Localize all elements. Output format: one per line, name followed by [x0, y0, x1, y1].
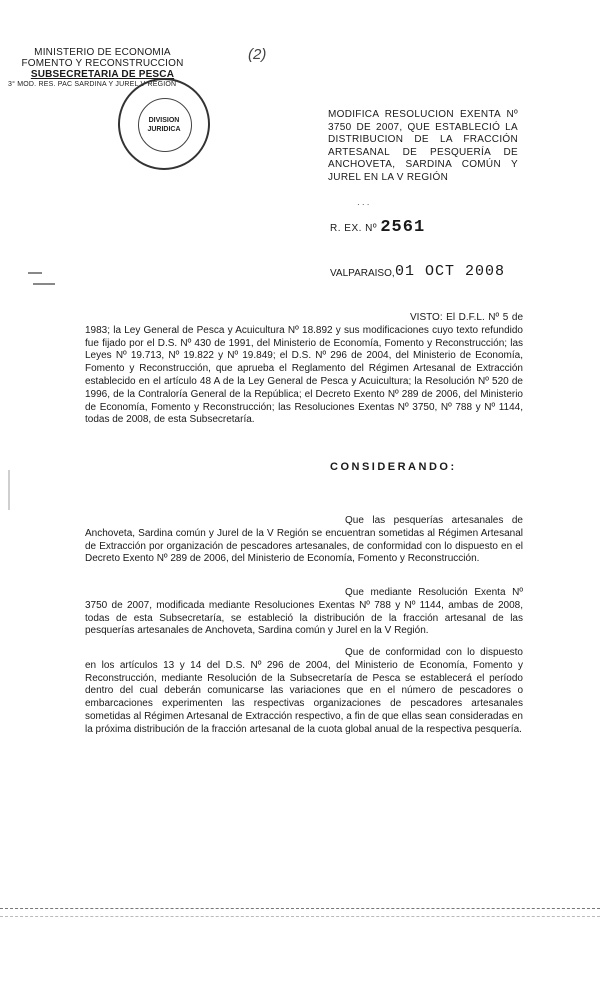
considerando-paragraph-3: Que de conformidad con lo dispuesto en los artículos 13 y 14 del D.S. Nº 296 de 2004, del Ministerio de Economía, Fomento y Reconstrucción, mediante Resolución de la Subsecretaría de Pesca se establecerá el período dentro del cual deberán comunicarse las variaciones que en el número de pescadores o embarcaciones experimenten las respectivas organizaciones de pescadores artesanales sometidas al Régimen Artesanal de Extracción respectivo, a fin de que ellas sean consideradas en la próxima distribución de la fracción artesanal de la cuota global anual de la respectiva pesquería. [85, 647, 523, 735]
stamp-line-2: JURIDICA [147, 126, 181, 133]
scan-artifact [8, 470, 10, 510]
considerando-paragraph-1: Que las pesquerías artesanales de Anchoveta, Sardina común y Jurel de la V Región se encuentran sometidas al Régimen Artesanal de Extracción por organización de pescadores artesanales, de conformidad con lo dispuesto en el Decreto Exento Nº 289 de 2006, del Ministerio de Economía, Fomento y Reconstrucción. [85, 515, 523, 565]
subsecretaria-name: SUBSECRETARIA DE PESCA [30, 69, 175, 80]
scan-artifact [28, 272, 42, 274]
stamp-text [120, 116, 208, 134]
date-stamp: 01 OCT 2008 [395, 263, 506, 280]
resolution-number-line [330, 218, 425, 237]
considerando-paragraph-2: Que mediante Resolución Exenta Nº 3750 de 2007, modificada mediante Resoluciones Exentas Nº 788 y Nº 1144, ambas de 2008, todas de esta Subsecretaría, se estableció la distribución de la fracción artesanal de las pesquerías artesanales de Anchoveta, Sardina común y Jurel en la V Región. [85, 587, 523, 637]
considerando-heading: CONSIDERANDO: [330, 461, 457, 473]
date-place: VALPARAISO, [330, 268, 395, 279]
division-juridica-stamp [118, 78, 210, 170]
ministry-name: MINISTERIO DE ECONOMIA [34, 47, 171, 58]
ministry-subtitle: FOMENTO Y RECONSTRUCCION [21, 58, 184, 69]
stamp-line-1: DIVISION [148, 117, 180, 124]
resolution-number: 2561 [380, 218, 426, 237]
resolution-title: MODIFICA RESOLUCION EXENTA Nº 3750 DE 2007, QUE ESTABLECIÓ LA DISTRIBUCION DE LA FRACCIÓN ARTESANAL DE PESQUERÍA DE ANCHOVETA, SARDINA COMÚN Y JUREL EN LA V REGIÓN [328, 109, 518, 183]
scan-artifact [33, 283, 55, 285]
scan-edge-line [0, 916, 600, 918]
decorative-dots: · · · [357, 200, 370, 209]
page-mark: (2) [248, 46, 267, 63]
visto-paragraph: VISTO: El D.F.L. Nº 5 de 1983; la Ley General de Pesca y Acuicultura Nº 18.892 y sus modificaciones cuyo texto refundido fue fijado por el D.S. Nº 430 de 1991, del Ministerio de Economía, Fomento y Reconstrucción; las Leyes Nº 19.713, Nº 19.822 y Nº 19.849; el D.S. Nº 296 de 2004, del Ministerio de Economía, Fomento y Reconstrucción, que aprueba el Reglamento del Régimen Artesanal de Extracción establecido en el artículo 48 A de la Ley General de Pesca y Acuicultura; la Resolución Nº 520 de 1996, de la Contraloría General de la República; el Decreto Exento Nº 289 de 2006, del Ministerio de Economía, Fomento y Reconstrucción; las Resoluciones Exentas Nº 3750, Nº 788 y Nº 1144, todas de 2008, de esta Subsecretaría. [85, 312, 523, 426]
scan-edge-line [0, 908, 600, 910]
reference-line: 3° MOD. RES. PAC SARDINA Y JUREL V REGION [8, 81, 177, 88]
resolution-label: R. EX. Nº [330, 223, 378, 234]
